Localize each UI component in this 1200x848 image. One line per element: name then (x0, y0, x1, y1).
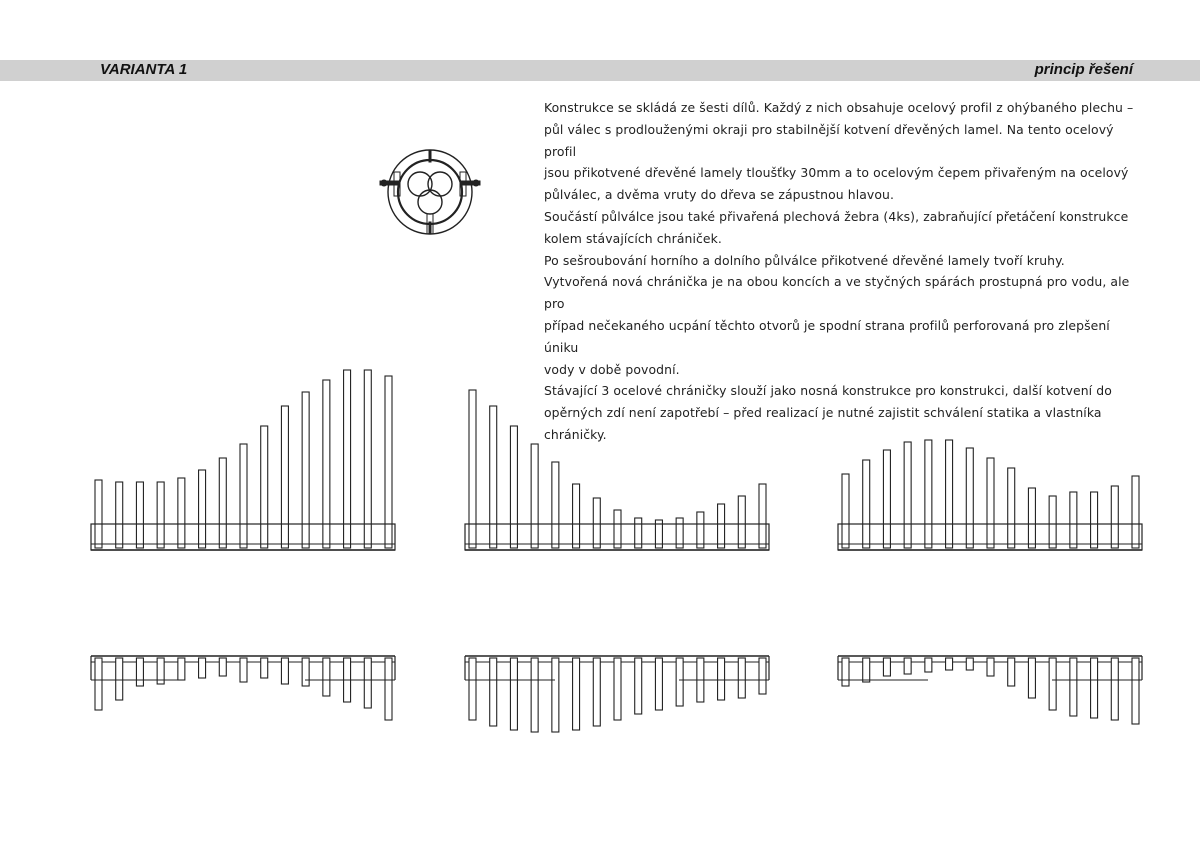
lamella (344, 370, 351, 548)
description-line: Po sešroubování horního a dolního půlválce přikotvené dřevěné lamely tvoří kruhy. (544, 252, 1065, 268)
variant-title: VARIANTA 1 (100, 61, 188, 78)
lamella (863, 658, 870, 682)
lamella (987, 658, 994, 676)
lamella (240, 658, 247, 682)
lamella (987, 458, 994, 548)
lamella (240, 444, 247, 548)
lamella (1111, 658, 1118, 720)
lamella (759, 484, 766, 548)
lamella (883, 658, 890, 676)
lamella (157, 482, 164, 548)
lamella (718, 504, 725, 548)
description-line: vody v době povodní. (544, 361, 680, 377)
lamella (219, 458, 226, 548)
description-line: půlválec, a dvěma vruty do dřeva se zápustnou hlavou. (544, 187, 895, 203)
lamella (510, 426, 517, 548)
lamella (531, 658, 538, 732)
lamella (718, 658, 725, 700)
lamella (883, 450, 890, 548)
lamella (116, 658, 123, 700)
lamella (966, 448, 973, 548)
lamella (738, 496, 745, 548)
lamella (1091, 492, 1098, 548)
lamella (178, 478, 185, 548)
lamella (323, 658, 330, 696)
lamella (490, 658, 497, 726)
bolt-right (473, 180, 479, 186)
lamella (364, 370, 371, 548)
lamella (1049, 496, 1056, 548)
lamella (697, 512, 704, 548)
lamella (261, 658, 268, 678)
lamella (178, 658, 185, 680)
lamella (490, 406, 497, 548)
lamella (1132, 658, 1139, 724)
description-line: Součástí půlválce jsou také přivařená plechová žebra (4ks), zabraňující přetáčení konstrukce (544, 208, 1129, 224)
lamella (136, 482, 143, 548)
lamella (302, 658, 309, 686)
lamella (116, 482, 123, 548)
lamella (281, 658, 288, 684)
lamella (614, 658, 621, 720)
lamella (531, 444, 538, 548)
lamella (676, 658, 683, 706)
lamella (136, 658, 143, 686)
lamella (385, 658, 392, 720)
lamella (593, 658, 600, 726)
lamella (552, 462, 559, 548)
lamella (510, 658, 517, 730)
lamella (904, 442, 911, 548)
description-line: případ nečekaného ucpání těchto otvorů je spodní strana profilů perforovaná pro zlepšení úniku (544, 317, 1110, 355)
description-line: chráničky. (544, 426, 607, 442)
lamella (281, 406, 288, 548)
lamella (219, 658, 226, 676)
lamella (1070, 658, 1077, 716)
header-bar (0, 60, 1200, 81)
description-line: Vytvořená nová chránička je na obou koncích a ve styčných spárách prostupná pro vodu, ale pro (544, 274, 1130, 312)
lamella (925, 440, 932, 548)
lamella (95, 480, 102, 548)
lamella (261, 426, 268, 548)
lamella (966, 658, 973, 670)
lamella (946, 440, 953, 548)
lamella (925, 658, 932, 672)
lamella (759, 658, 766, 694)
lamella (573, 658, 580, 730)
lamella (1049, 658, 1056, 710)
lamella (593, 498, 600, 548)
description-line: jsou přikotvené dřevěné lamely tloušťky 30mm a to ocelovým čepem přivařeným na ocelový (544, 165, 1129, 181)
lamella (573, 484, 580, 548)
description-line: Konstrukce se skládá ze šesti dílů. Každý z nich obsahuje ocelový profil z ohýbaného plechu – (544, 100, 1134, 115)
lamella (199, 658, 206, 678)
lamella (904, 658, 911, 674)
description-line: kolem stávajících chrániček. (544, 230, 722, 246)
section-title: princip řešení (1034, 61, 1133, 78)
lamella (552, 658, 559, 732)
lamella (323, 380, 330, 548)
pipe-3 (418, 190, 442, 214)
description-line: Stávající 3 ocelové chráničky slouží jako nosná konstrukce pro konstrukci, další kotvení do (544, 383, 1112, 399)
lamella (1070, 492, 1077, 548)
lamella (863, 460, 870, 548)
outer-ring (388, 150, 472, 234)
lamella (1111, 486, 1118, 548)
lamella (95, 658, 102, 710)
lamella (469, 658, 476, 720)
cross-section-drawing (378, 148, 488, 238)
lamella (199, 470, 206, 548)
lamella (635, 658, 642, 714)
description-line: opěrných zdí není zapotřebí – před realizací je nutné zajistit schválení statika a vlastníka (544, 405, 1102, 421)
rib-top (429, 150, 431, 162)
lamella (364, 658, 371, 708)
lamella (655, 658, 662, 710)
lamella (385, 376, 392, 548)
lamella (1132, 476, 1139, 548)
lamella (1028, 658, 1035, 698)
rib-bottom (429, 222, 431, 234)
lamella (842, 474, 849, 548)
description-line: půl válec s prodlouženými okraji pro stabilnější kotvení dřevěných lamel. Na tento ocelový profil (544, 121, 1114, 159)
lamella (946, 658, 953, 670)
bolt-left (381, 180, 387, 186)
lamella (1091, 658, 1098, 718)
elevation-drawings (0, 360, 1200, 750)
lamella (1008, 468, 1015, 548)
lamella (1028, 488, 1035, 548)
lamella (738, 658, 745, 698)
lamella (1008, 658, 1015, 686)
lamella (842, 658, 849, 686)
lamella (614, 510, 621, 548)
